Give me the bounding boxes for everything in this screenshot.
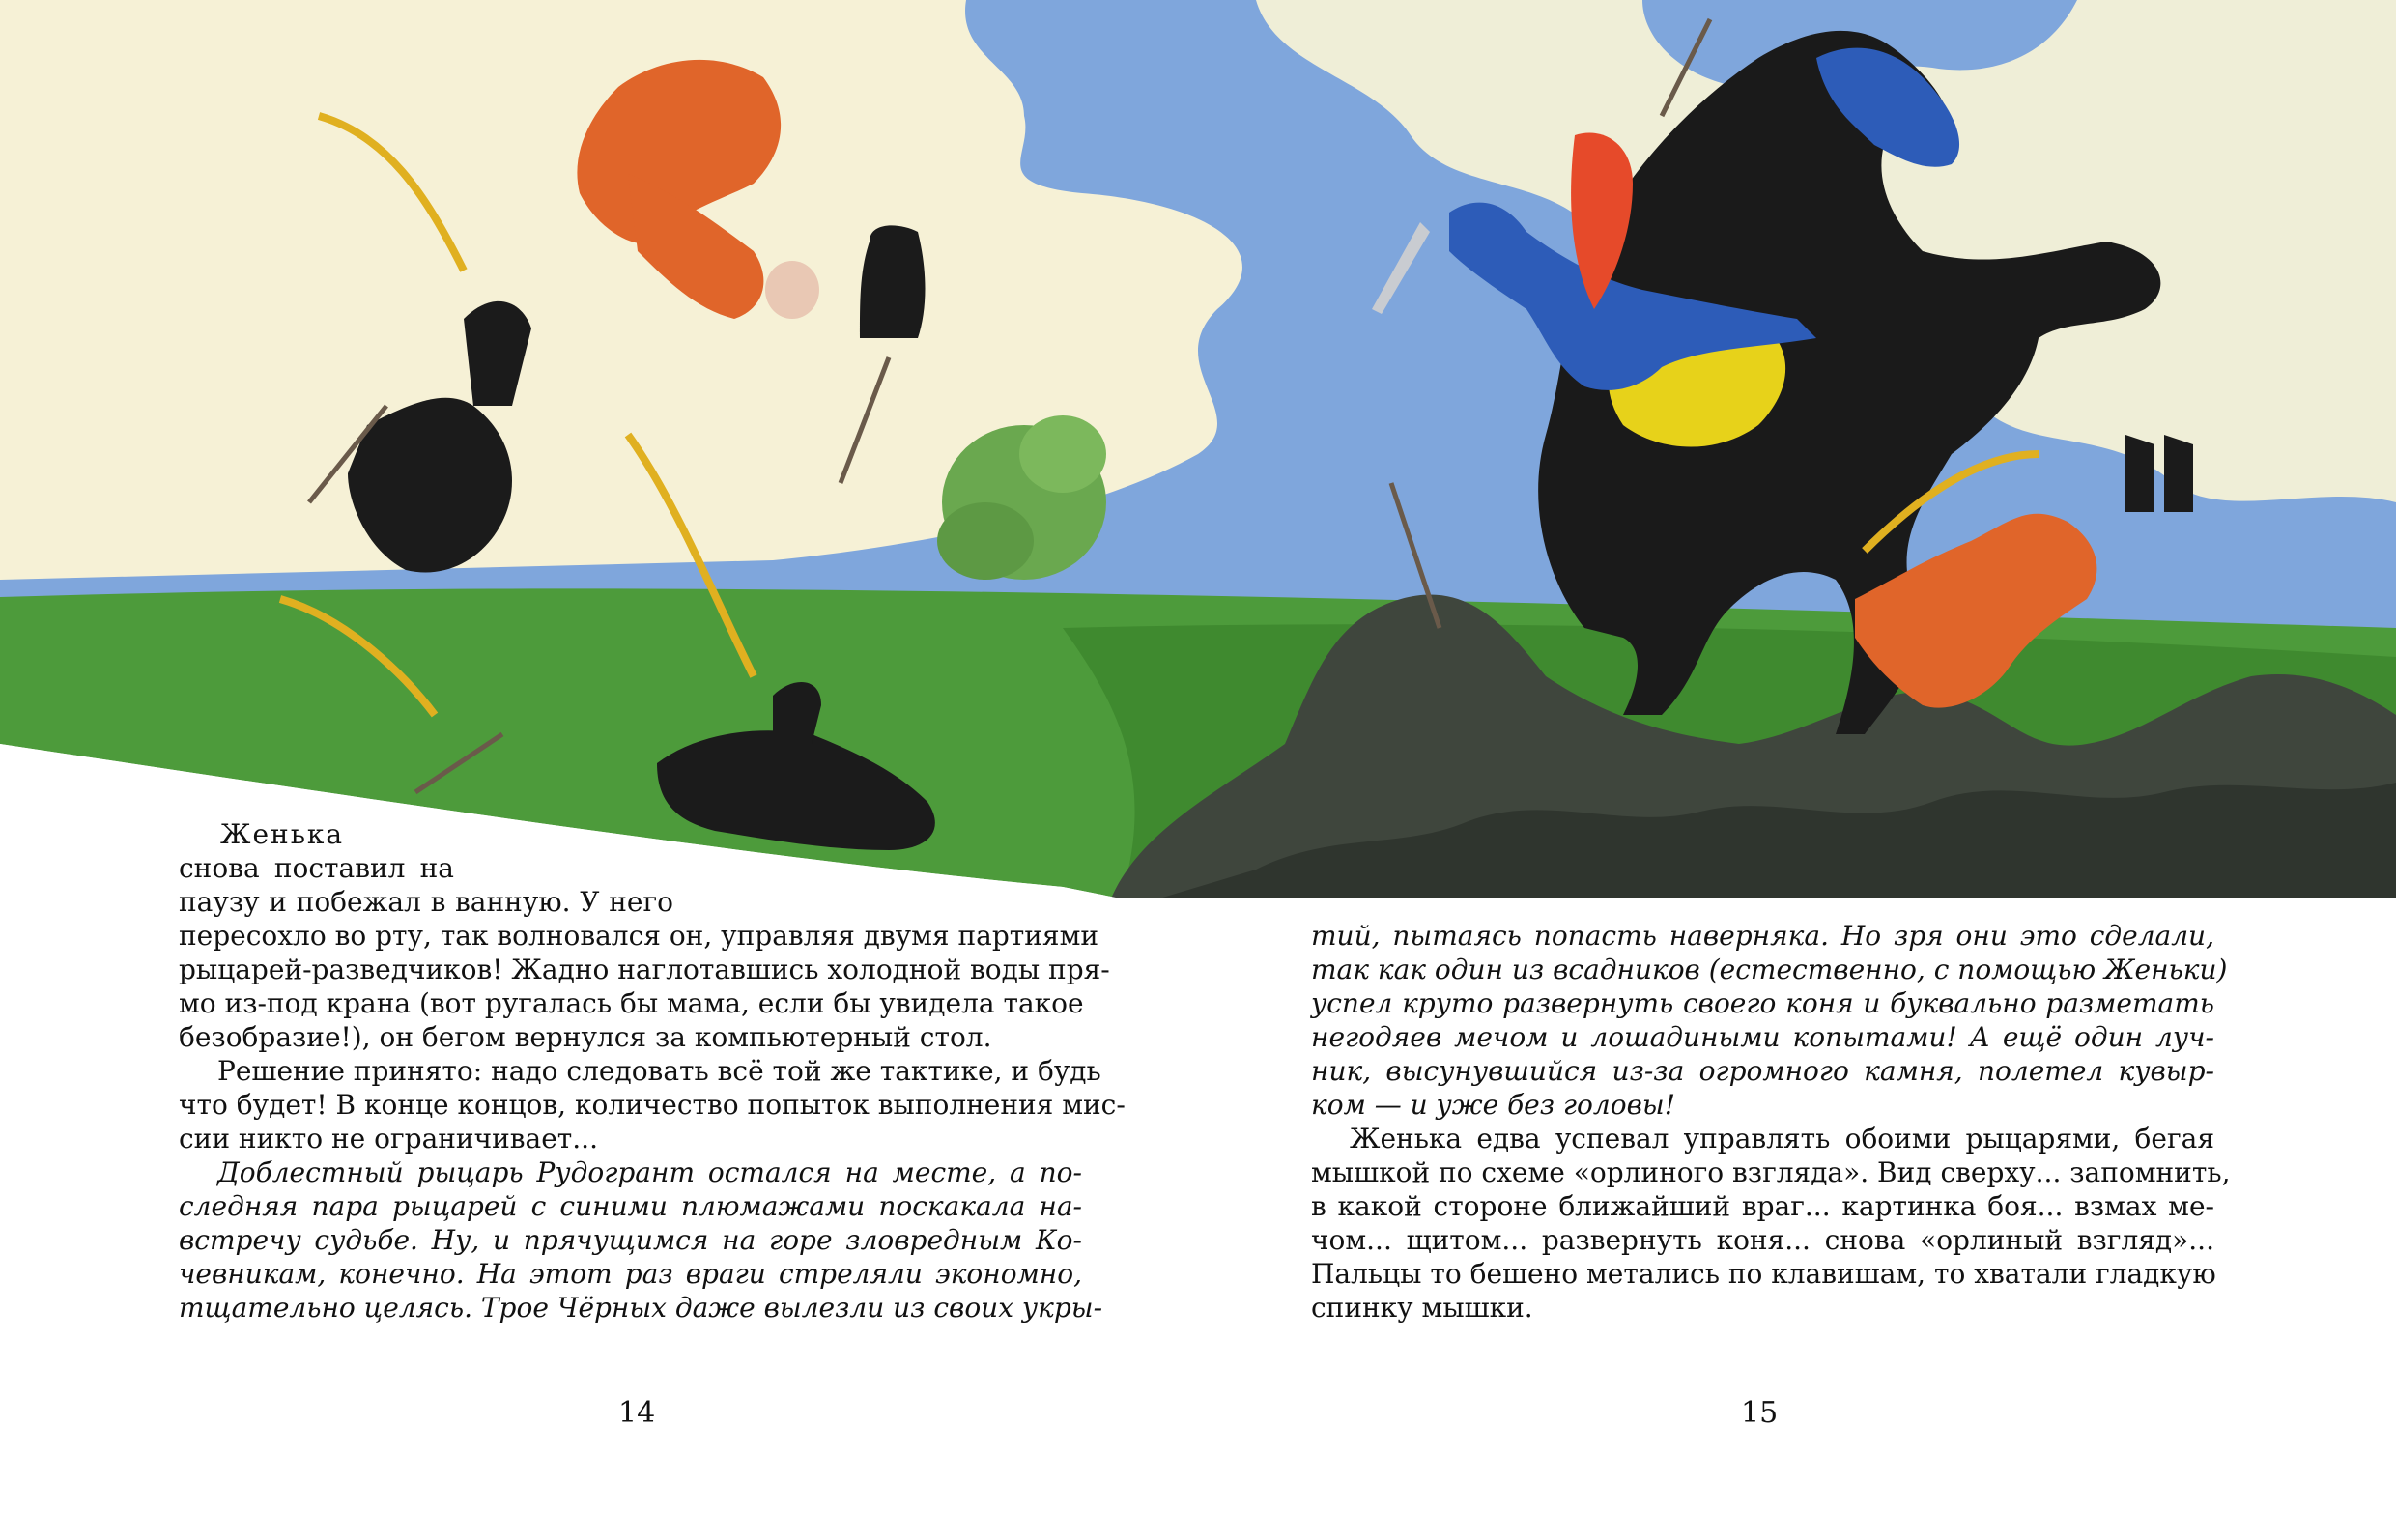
text-line: встречу судьбе. Ну, и прячущимся на горе зловредным Ко- bbox=[179, 1224, 1082, 1256]
left-paragraph-1 bbox=[179, 919, 1110, 1054]
text-line: тщательно целясь. Трое Чёрных даже вылезли из своих укры- bbox=[179, 1292, 1103, 1324]
text-line: Женька едва успевал управлять обоими рыцарями, бегая bbox=[1350, 1123, 2214, 1155]
wrapped-line-1: Женька bbox=[220, 818, 345, 850]
text-line: Пальцы то бешено метались по клавишам, то хватали гладкую bbox=[1311, 1258, 2216, 1290]
text-line: негодяев мечом и лошадиными копытами! А ещё один луч- bbox=[1311, 1021, 2214, 1053]
text-line: чевникам, конечно. На этот раз враги стреляли экономно, bbox=[179, 1258, 1082, 1290]
text-line: следняя пара рыцарей с синими плюмажами поскакала на- bbox=[179, 1190, 1082, 1222]
text-line: мышкой по схеме «орлиного взгляда». Вид сверху... запомнить, bbox=[1311, 1156, 2231, 1188]
wrapped-line-2 bbox=[179, 851, 454, 885]
text-line: Решение принято: надо следовать всё той же тактике, и будь bbox=[217, 1055, 1101, 1087]
right-page-text bbox=[1311, 919, 2231, 1325]
text-line: Доблестный рыцарь Рудогрант остался на месте, а по- bbox=[217, 1156, 1082, 1188]
text-line: пересохло во рту, так волновался он, управляя двумя партиями bbox=[179, 920, 1099, 952]
page-number-left: 14 bbox=[618, 1396, 656, 1430]
text-line: паузу и побежал в ванную. У него bbox=[179, 886, 673, 918]
wrapped-line-3 bbox=[179, 885, 673, 919]
left-page-text bbox=[179, 919, 1126, 1325]
text-line: ник, высунувшийся из-за огромного камня, полетел кувыр- bbox=[1311, 1055, 2214, 1087]
text-line: в какой стороне ближайший враг... картинка боя... взмах ме- bbox=[1311, 1190, 2214, 1222]
text-line: мо из-под крана (вот ругалась бы мама, если бы увидела такое bbox=[179, 987, 1084, 1019]
helmet bbox=[860, 225, 926, 338]
left-paragraph-3 bbox=[179, 1155, 1103, 1325]
text-line: снова поставил на bbox=[179, 852, 454, 884]
right-paragraph-2 bbox=[1311, 1122, 2231, 1325]
text-line: безобразие!), он бегом вернулся за компьютерный стол. bbox=[179, 1021, 992, 1053]
text-line: успел круто развернуть своего коня и буквально разметать bbox=[1311, 987, 2214, 1019]
left-paragraph-2 bbox=[179, 1054, 1126, 1155]
text-line: что будет! В конце концов, количество попыток выполнения мис- bbox=[179, 1089, 1126, 1121]
text-line: чом... щитом... развернуть коня... снова «орлиный взгляд»... bbox=[1311, 1224, 2214, 1256]
text-line: сии никто не ограничивает... bbox=[179, 1123, 598, 1155]
text-line: ком — и уже без головы! bbox=[1311, 1089, 1675, 1121]
text-line: так как один из всадников (естественно, с помощью Женьки) bbox=[1311, 954, 2228, 985]
right-paragraph-1 bbox=[1311, 919, 2228, 1122]
text-line: рыцарей-разведчиков! Жадно наглотавшись холодной воды пря- bbox=[179, 954, 1110, 985]
text-line: спинку мышки. bbox=[1311, 1292, 1533, 1324]
text-line: тий, пытаясь попасть наверняка. Но зря они это сделали, bbox=[1311, 920, 2214, 952]
page-number-right: 15 bbox=[1741, 1396, 1779, 1430]
